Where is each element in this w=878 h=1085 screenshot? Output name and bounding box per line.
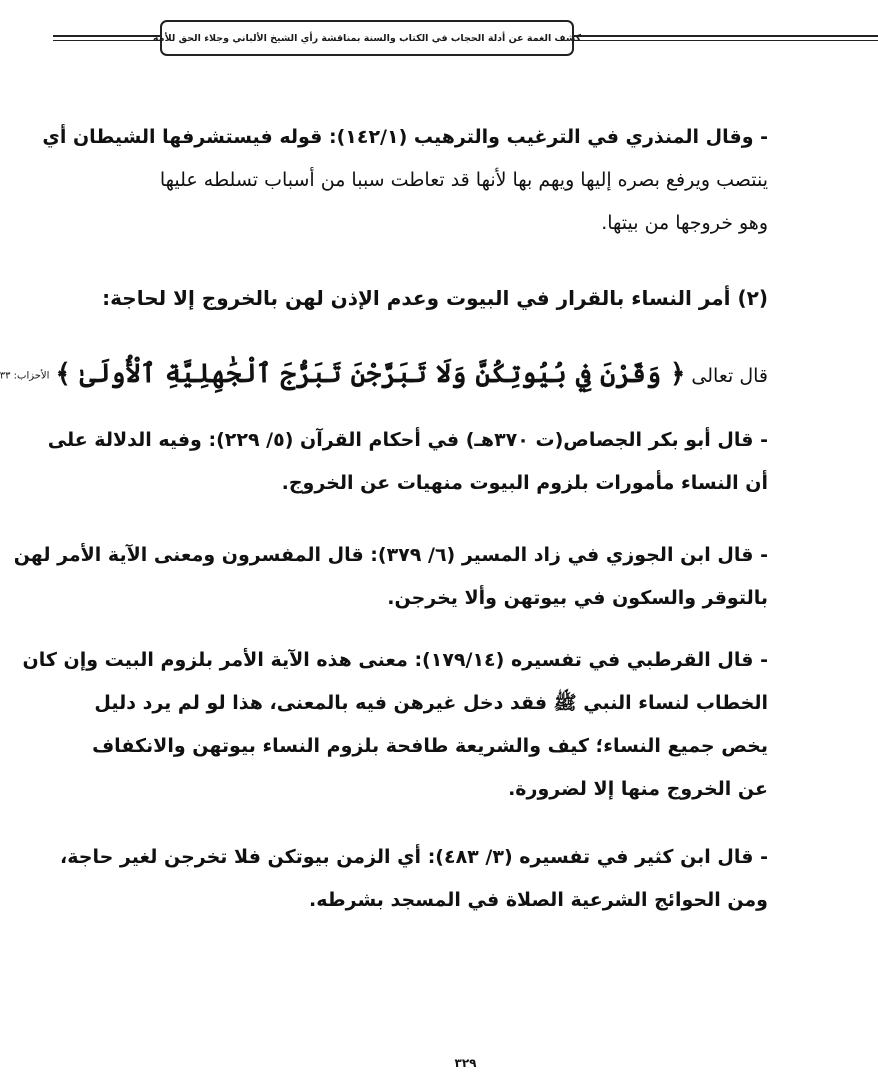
paragraph-ibn-kathir — [60, 836, 768, 922]
header-rule-left-inner — [53, 40, 160, 41]
running-header — [152, 20, 582, 56]
paragraph-ibn-kathir-line-2: ومن الحوائج الشرعية الصلاة في المسجد بشرطه. — [309, 889, 768, 911]
paragraph-jassas-line-1: - قال أبو بكر الجصاص(ت ٣٧٠هـ) في أحكام القرآن (٥/ ٢٢٩): وفيه الدلالة على — [47, 429, 768, 451]
paragraph-ibn-kathir-line-1: - قال ابن كثير في تفسيره (٣/ ٤٨٣): أي الزمن بيوتكن فلا تخرجن لغير حاجة، — [60, 846, 768, 868]
paragraph-mundhiri-line-2: ينتصب ويرفع بصره إليها ويهم بها لأنها قد تعاطت سببا من أسباب تسلطه عليها — [159, 169, 768, 191]
paragraph-mundhiri-line-1: - وقال المنذري في الترغيب والترهيب (١٤٢/١): قوله فيستشرفها الشيطان أي — [42, 126, 768, 148]
section-heading: (٢) أمر النساء بالقرار في البيوت وعدم الإذن لهن بالخروج إلا لحاجة: — [102, 286, 768, 310]
paragraph-mundhiri — [42, 116, 768, 245]
quran-verse-text: ﴿ وَقَرْنَ فِي بُيُوتِكُنَّ وَلَا تَبَرَّجْنَ تَبَرُّجَ ٱلْجَٰهِلِيَّةِ ٱلْأُولَىٰ ﴾ — [55, 359, 686, 389]
paragraph-ibn-jawzi — [13, 534, 768, 620]
running-header-title: كشف الغمة عن أدلة الحجاب في الكتاب والسنة بمناقشة رأي الشيخ الألباني وجلاء الحق للأمة — [152, 32, 582, 44]
paragraph-qurtubi-line-3: يخص جميع النساء؛ كيف والشريعة طافحة بلزوم النساء بيوتهن والانكفاف — [92, 735, 768, 757]
quran-verse-line — [0, 350, 768, 398]
paragraph-jassas — [47, 419, 768, 505]
paragraph-jassas-line-2: أن النساء مأمورات بلزوم البيوت منهيات عن الخروج. — [281, 472, 768, 494]
paragraph-ibn-jawzi-line-1: - قال ابن الجوزي في زاد المسير (٦/ ٣٧٩): قال المفسرون ومعنى الآية الأمر لهن — [13, 544, 768, 566]
paragraph-qurtubi-line-2: الخطاب لنساء النبي ﷺ فقد دخل غيرهن فيه بالمعنى، هذا لو لم يرد دليل — [94, 692, 768, 714]
paragraph-ibn-jawzi-line-2: بالتوقر والسكون في بيوتهن وألا يخرجن. — [387, 587, 768, 609]
verse-reference: الأحزاب: ٣٣ — [0, 370, 50, 382]
header-rule-right-inner — [574, 40, 878, 41]
page-number: ٣٢٩ — [454, 1056, 477, 1070]
paragraph-qurtubi-line-4: عن الخروج منها إلا لضرورة. — [508, 778, 768, 800]
paragraph-qurtubi — [22, 639, 768, 811]
verse-intro: قال تعالى — [691, 365, 768, 387]
paragraph-mundhiri-line-3: وهو خروجها من بيتها. — [601, 212, 768, 234]
header-rule-left — [53, 35, 160, 37]
header-rule-right — [574, 35, 878, 37]
paragraph-qurtubi-line-1: - قال القرطبي في تفسيره (١٧٩/١٤): معنى هذه الآية الأمر بلزوم البيت وإن كان — [22, 649, 768, 671]
